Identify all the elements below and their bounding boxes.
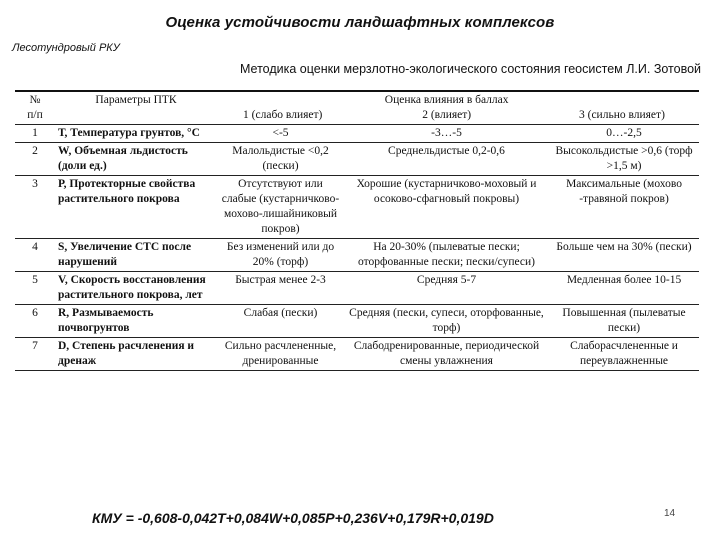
row-value-weak: Малольдистые <0,2 (пески): [217, 143, 344, 176]
row-value-strong: Повышенная (пылеватые пески): [549, 305, 699, 338]
kmu-formula: КМУ = -0,608-0,042Т+0,084W+0,085Р+0,236V+0,179R+0,019D: [92, 510, 494, 526]
row-value-strong: Высокольдистые >0,6 (торф >1,5 м): [549, 143, 699, 176]
row-value-medium: Хорошие (кустарничково-моховый и осоково-сфагновый покровы): [344, 176, 549, 239]
row-value-strong: Медленная более 10-15: [549, 272, 699, 305]
header-params: Параметры ПТК: [55, 91, 217, 125]
row-number: 7: [15, 338, 55, 371]
header-impact: Оценка влияния в баллах: [384, 94, 509, 106]
header-col1: 1 (слабо влияет): [243, 109, 323, 121]
row-param: Т, Температура грунтов, °С: [55, 125, 217, 143]
header-col2: 2 (влияет): [422, 109, 472, 121]
row-value-weak: Отсутствуют или слабые (кустарничково-мохово-лишайниковый покров): [217, 176, 344, 239]
table-row: [15, 272, 699, 305]
table-row: [15, 239, 699, 272]
row-param: R, Размываемость почвогрунтов: [55, 305, 217, 338]
row-value-weak: Быстрая менее 2-3: [217, 272, 344, 305]
header-row-1: [15, 91, 699, 125]
table-row: [15, 338, 699, 371]
row-number: 6: [15, 305, 55, 338]
assessment-table: [15, 90, 699, 371]
row-value-strong: Слаборасчлененные и переувлажненные: [549, 338, 699, 371]
row-value-medium: Слабодренированные, периодической смены увлажнения: [344, 338, 549, 371]
row-number: 2: [15, 143, 55, 176]
header-col3: 3 (сильно влияет): [579, 109, 665, 121]
row-param: S, Увеличение СТС после нарушений: [55, 239, 217, 272]
row-value-medium: Средняя (пески, супеси, оторфованные, торф): [344, 305, 549, 338]
row-number: 1: [15, 125, 55, 143]
row-value-medium: Средняя 5-7: [344, 272, 549, 305]
table-row: [15, 143, 699, 176]
row-value-strong: Максимальные (мохово -травяной покров): [549, 176, 699, 239]
row-value-weak: Сильно расчлененные, дренированные: [217, 338, 344, 371]
row-number: 5: [15, 272, 55, 305]
header-impact-group: [217, 91, 699, 125]
row-value-weak: Без изменений или до 20% (торф): [217, 239, 344, 272]
row-value-medium: -3…-5: [344, 125, 549, 143]
page-title: Оценка устойчивости ландшафтных комплексов: [165, 14, 555, 31]
row-value-medium: Среднельдистые 0,2-0,6: [344, 143, 549, 176]
region-subtitle: Лесотундровый РКУ: [12, 42, 120, 54]
table-row: [15, 125, 699, 143]
row-value-strong: 0…-2,5: [549, 125, 699, 143]
header-num-label: п/п: [27, 109, 43, 121]
row-value-weak: <-5: [217, 125, 344, 143]
method-title: Методика оценки мерзлотно-экологического состояния геосистем Л.И. Зотовой: [240, 62, 702, 76]
row-value-weak: Слабая (пески): [217, 305, 344, 338]
row-param: D, Степень расчленения и дренаж: [55, 338, 217, 371]
row-param: W, Объемная льдистость (доли ед.): [55, 143, 217, 176]
row-number: 4: [15, 239, 55, 272]
table-row: [15, 305, 699, 338]
table-row: [15, 176, 699, 239]
row-param: Р, Протекторные свойства растительного покрова: [55, 176, 217, 239]
row-number: 3: [15, 176, 55, 239]
row-value-strong: Больше чем на 30% (пески): [549, 239, 699, 272]
row-param: V, Скорость восстановления растительного покрова, лет: [55, 272, 217, 305]
page-number: 14: [664, 508, 676, 519]
header-col2-wrap: [345, 93, 547, 123]
header-num-sign: №: [29, 94, 41, 106]
row-value-medium: На 20-30% (пылеватые пески; оторфованные пески; пески/супеси): [344, 239, 549, 272]
header-num: [15, 91, 55, 125]
